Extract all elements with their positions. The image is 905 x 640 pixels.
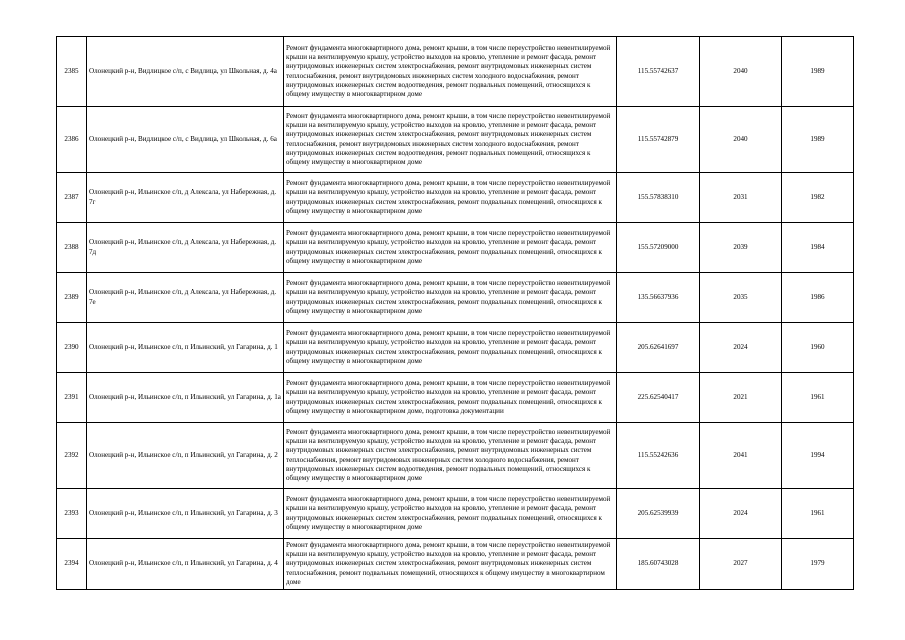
row-number-cell: 2388 [57,223,87,273]
planned-year-cell: 2021 [700,373,782,423]
row-number-cell: 2389 [57,273,87,323]
planned-year-cell: 2040 [700,107,782,173]
works-cell: Ремонт фундамента многоквартирного дома, ремонт крыши, в том числе переустройство невентилируемой крыши на вентилируемую крышу, устройство выходов на кровлю, утепление и ремонт фасада, ремонт внутридомовых инженерных систем электроснабжения, ремонт подвальных помещений, относящихся к общему имуществу в многоквартирном доме [284,489,617,539]
table-row [57,489,854,539]
build-year-cell: 1989 [782,107,854,173]
row-number-cell: 2390 [57,323,87,373]
works-cell: Ремонт фундамента многоквартирного дома, ремонт крыши, в том числе переустройство невентилируемой крыши на вентилируемую крышу, устройство выходов на кровлю, утепление и ремонт фасада, ремонт внутридомовых инженерных систем электроснабжения, ремонт подвальных помещений, относящихся к общему имуществу в многоквартирном доме [284,223,617,273]
row-number-cell: 2387 [57,173,87,223]
build-year-cell: 1961 [782,489,854,539]
planned-year-cell: 2040 [700,37,782,107]
planned-year-cell: 2039 [700,223,782,273]
works-cell: Ремонт фундамента многоквартирного дома, ремонт крыши, в том числе переустройство невентилируемой крыши на вентилируемую крышу, устройство выходов на кровлю, утепление и ремонт фасада, ремонт внутридомовых инженерных систем электроснабжения, ремонт внутридомовых инженерных систем теплоснабжения, ремонт подвальных помещений, относящихся к общему имуществу в многоквартирном доме [284,539,617,590]
address-cell: Олонецкий р-н, Ильинское с/п, п Ильинский, ул Гагарина, д. 3 [87,489,284,539]
address-cell: Олонецкий р-н, Ильинское с/п, п Ильинский, ул Гагарина, д. 1 [87,323,284,373]
works-cell: Ремонт фундамента многоквартирного дома, ремонт крыши, в том числе переустройство невентилируемой крыши на вентилируемую крышу, устройство выходов на кровлю, утепление и ремонт фасада, ремонт внутридомовых инженерных систем электроснабжения, ремонт внутридомовых инженерных систем теплоснабжения, ремонт внутридомовых инженерных систем холодного водоснабжения, ремонт внутридомовых инженерных систем водоотведения, ремонт подвальных помещений, относящихся к общему имуществу в многоквартирном доме [284,37,617,107]
table-row [57,423,854,489]
address-cell: Олонецкий р-н, Ильинское с/п, п Ильинский, ул Гагарина, д. 1а [87,373,284,423]
works-cell: Ремонт фундамента многоквартирного дома, ремонт крыши, в том числе переустройство невентилируемой крыши на вентилируемую крышу, устройство выходов на кровлю, утепление и ремонт фасада, ремонт внутридомовых инженерных систем электроснабжения, ремонт внутридомовых инженерных систем теплоснабжения, ремонт внутридомовых инженерных систем холодного водоснабжения, ремонт внутридомовых инженерных систем водоотведения, ремонт подвальных помещений, относящихся к общему имуществу в многоквартирном доме [284,107,617,173]
works-cell: Ремонт фундамента многоквартирного дома, ремонт крыши, в том числе переустройство невентилируемой крыши на вентилируемую крышу, устройство выходов на кровлю, утепление и ремонт фасада, ремонт внутридомовых инженерных систем электроснабжения, ремонт подвальных помещений, относящихся к общему имуществу в многоквартирном доме [284,323,617,373]
row-number-cell: 2392 [57,423,87,489]
cost-value-cell: 115.55742637 [617,37,700,107]
build-year-cell: 1986 [782,273,854,323]
table-row [57,223,854,273]
housing-program-table [56,36,854,590]
table-row [57,323,854,373]
cost-value-cell: 225.62540417 [617,373,700,423]
build-year-cell: 1960 [782,323,854,373]
build-year-cell: 1984 [782,223,854,273]
works-cell: Ремонт фундамента многоквартирного дома, ремонт крыши, в том числе переустройство невентилируемой крыши на вентилируемую крышу, устройство выходов на кровлю, утепление и ремонт фасада, ремонт внутридомовых инженерных систем электроснабжения, ремонт подвальных помещений, относящихся к общему имуществу в многоквартирном доме [284,173,617,223]
cost-value-cell: 115.55242636 [617,423,700,489]
cost-value-cell: 205.62539939 [617,489,700,539]
cost-value-cell: 135.56637936 [617,273,700,323]
build-year-cell: 1994 [782,423,854,489]
build-year-cell: 1961 [782,373,854,423]
cost-value-cell: 155.57209000 [617,223,700,273]
row-number-cell: 2385 [57,37,87,107]
table-row [57,173,854,223]
table-row [57,373,854,423]
cost-value-cell: 185.60743028 [617,539,700,590]
table-row [57,539,854,590]
cost-value-cell: 115.55742879 [617,107,700,173]
table-row [57,107,854,173]
planned-year-cell: 2027 [700,539,782,590]
planned-year-cell: 2041 [700,423,782,489]
address-cell: Олонецкий р-н, Ильинское с/п, п Ильинский, ул Гагарина, д. 2 [87,423,284,489]
row-number-cell: 2391 [57,373,87,423]
planned-year-cell: 2035 [700,273,782,323]
cost-value-cell: 155.57838310 [617,173,700,223]
row-number-cell: 2393 [57,489,87,539]
planned-year-cell: 2031 [700,173,782,223]
address-cell: Олонецкий р-н, Ильинское с/п, д Алексала, ул Набережная, д. 7д [87,223,284,273]
row-number-cell: 2386 [57,107,87,173]
build-year-cell: 1982 [782,173,854,223]
planned-year-cell: 2024 [700,489,782,539]
address-cell: Олонецкий р-н, Ильинское с/п, д Алексала, ул Набережная, д. 7г [87,173,284,223]
address-cell: Олонецкий р-н, Видлицкое с/п, с Видлица, ул Школьная, д. 6а [87,107,284,173]
build-year-cell: 1979 [782,539,854,590]
address-cell: Олонецкий р-н, Ильинское с/п, д Алексала, ул Набережная, д. 7е [87,273,284,323]
works-cell: Ремонт фундамента многоквартирного дома, ремонт крыши, в том числе переустройство невентилируемой крыши на вентилируемую крышу, устройство выходов на кровлю, утепление и ремонт фасада, ремонт внутридомовых инженерных систем электроснабжения, ремонт подвальных помещений, относящихся к общему имуществу в многоквартирном доме, подготовка документации [284,373,617,423]
address-cell: Олонецкий р-н, Ильинское с/п, п Ильинский, ул Гагарина, д. 4 [87,539,284,590]
table-row [57,273,854,323]
planned-year-cell: 2024 [700,323,782,373]
cost-value-cell: 205.62641697 [617,323,700,373]
build-year-cell: 1989 [782,37,854,107]
works-cell: Ремонт фундамента многоквартирного дома, ремонт крыши, в том числе переустройство невентилируемой крыши на вентилируемую крышу, устройство выходов на кровлю, утепление и ремонт фасада, ремонт внутридомовых инженерных систем электроснабжения, ремонт подвальных помещений, относящихся к общему имуществу в многоквартирном доме [284,273,617,323]
table-body [57,37,854,590]
address-cell: Олонецкий р-н, Видлицкое с/п, с Видлица, ул Школьная, д. 4а [87,37,284,107]
table-row [57,37,854,107]
works-cell: Ремонт фундамента многоквартирного дома, ремонт крыши, в том числе переустройство невентилируемой крыши на вентилируемую крышу, устройство выходов на кровлю, утепление и ремонт фасада, ремонт внутридомовых инженерных систем электроснабжения, ремонт внутридомовых инженерных систем теплоснабжения, ремонт внутридомовых инженерных систем холодного водоснабжения, ремонт внутридомовых инженерных систем водоотведения, ремонт подвальных помещений, относящихся к общему имуществу в многоквартирном доме [284,423,617,489]
row-number-cell: 2394 [57,539,87,590]
